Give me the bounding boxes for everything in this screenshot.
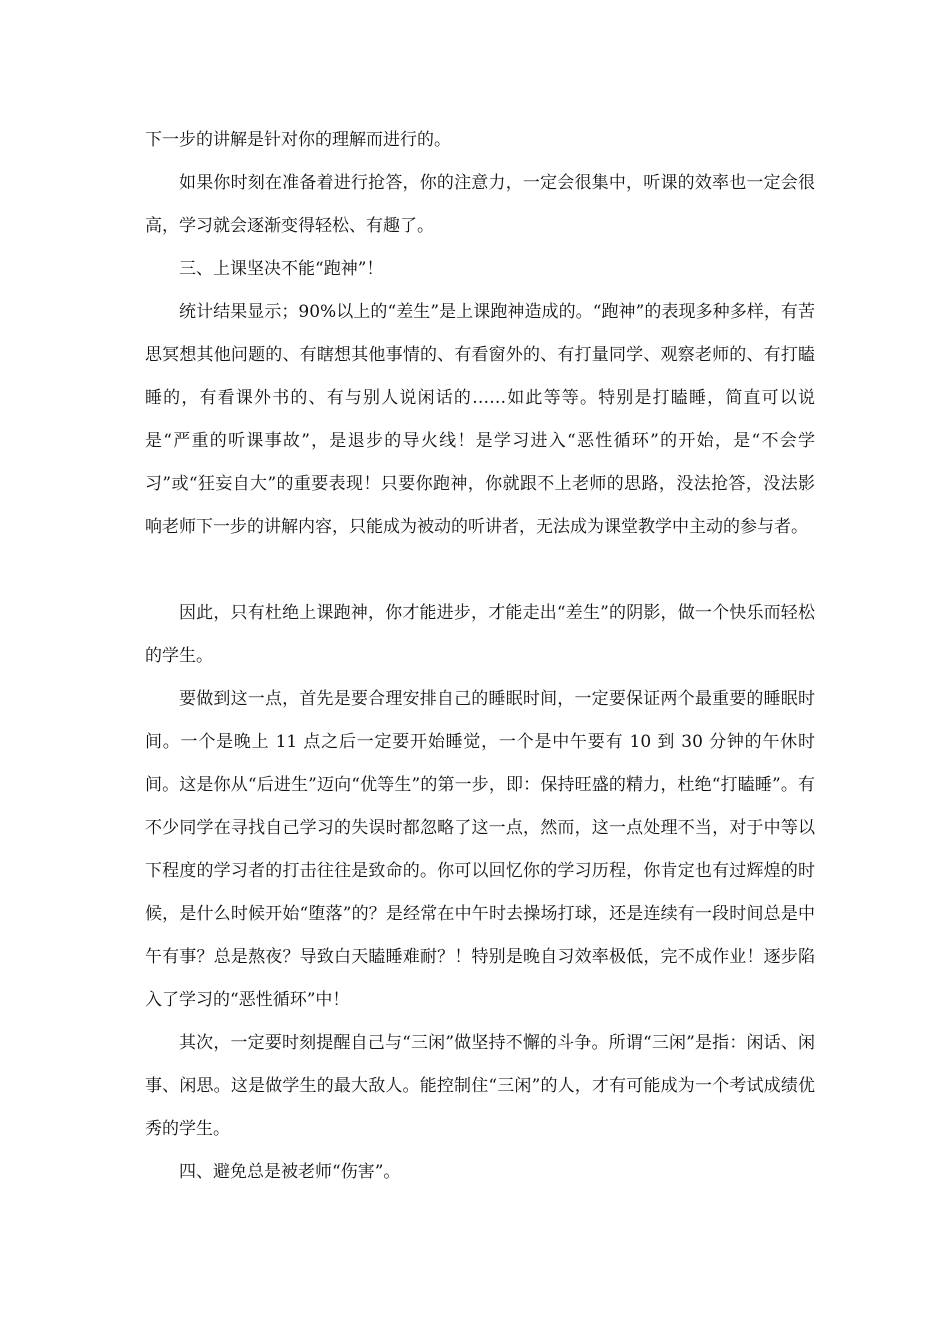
paragraph-therefore: 因此，只有杜绝上课跑神，你才能进步，才能走出“差生”的阴影，做一个快乐而轻松的学生。 [145, 603, 815, 666]
paragraph-attention: 如果你时刻在准备着进行抢答，你的注意力，一定会很集中，听课的效率也一定会很高，学习就会逐渐变得轻松、有趣了。 [145, 173, 815, 236]
paragraph-continuation: 下一步的讲解是针对你的理解而进行的。 [145, 130, 451, 150]
paragraph-three-idles: 其次，一定要时刻提醒自己与“三闲”做坚持不懈的斗争。所谓“三闲”是指：闲话、闲事、闲思。这是做学生的最大敌人。能控制住“三闲”的人，才有可能成为一个考试成绩优秀的学生。 [145, 1033, 815, 1139]
section-heading-four: 四、避免总是被老师“伤害”。 [179, 1162, 401, 1182]
paragraph-statistics: 统计结果显示；90%以上的“差生”是上课跑神造成的。“跑神”的表现多种多样，有苦思冥想其他问题的、有瞎想其他事情的、有看窗外的、有打量同学、观察老师的、有打瞌睡的，有看课外书的、有与别人说闲话的……如此等等。特别是打瞌睡，简直可以说是“严重的听课事故”，是退步的导火线！是学习进入“恶性循环”的开始，是“不会学习”或“狂妄自大”的重要表现！只要你跑神，你就跟不上老师的思路，没法抢答，没法影响老师下一步的讲解内容，只能成为被动的听讲者，无法成为课堂教学中主动的参与者。 [145, 302, 815, 537]
paragraph-sleep: 要做到这一点，首先是要合理安排自己的睡眠时间，一定要保证两个最重要的睡眠时间。一个是晚上 11 点之后一定要开始睡觉，一个是中午要有 10 到 30 分钟的午休时间。这是你从“后进生”迈向“优等生”的第一步，即：保持旺盛的精力，杜绝“打瞌睡”。有不少同学在寻找自己学习的失误时都忽略了这一点，然而，这一点处理不当，对于中等以下程度的学习者的打击往往是致命的。你可以回忆你的学习历程，你肯定也有过辉煌的时候，是什么时候开始“堕落”的？是经常在中午时去操场打球，还是连续有一段时间总是中午有事？总是熬夜？导致白天瞌睡难耐？！特别是晚自习效率极低，完不成作业！逐步陷入了学习的“恶性循环”中！ [145, 689, 815, 1010]
section-heading-three: 三、上课坚决不能“跑神”！ [179, 259, 384, 279]
